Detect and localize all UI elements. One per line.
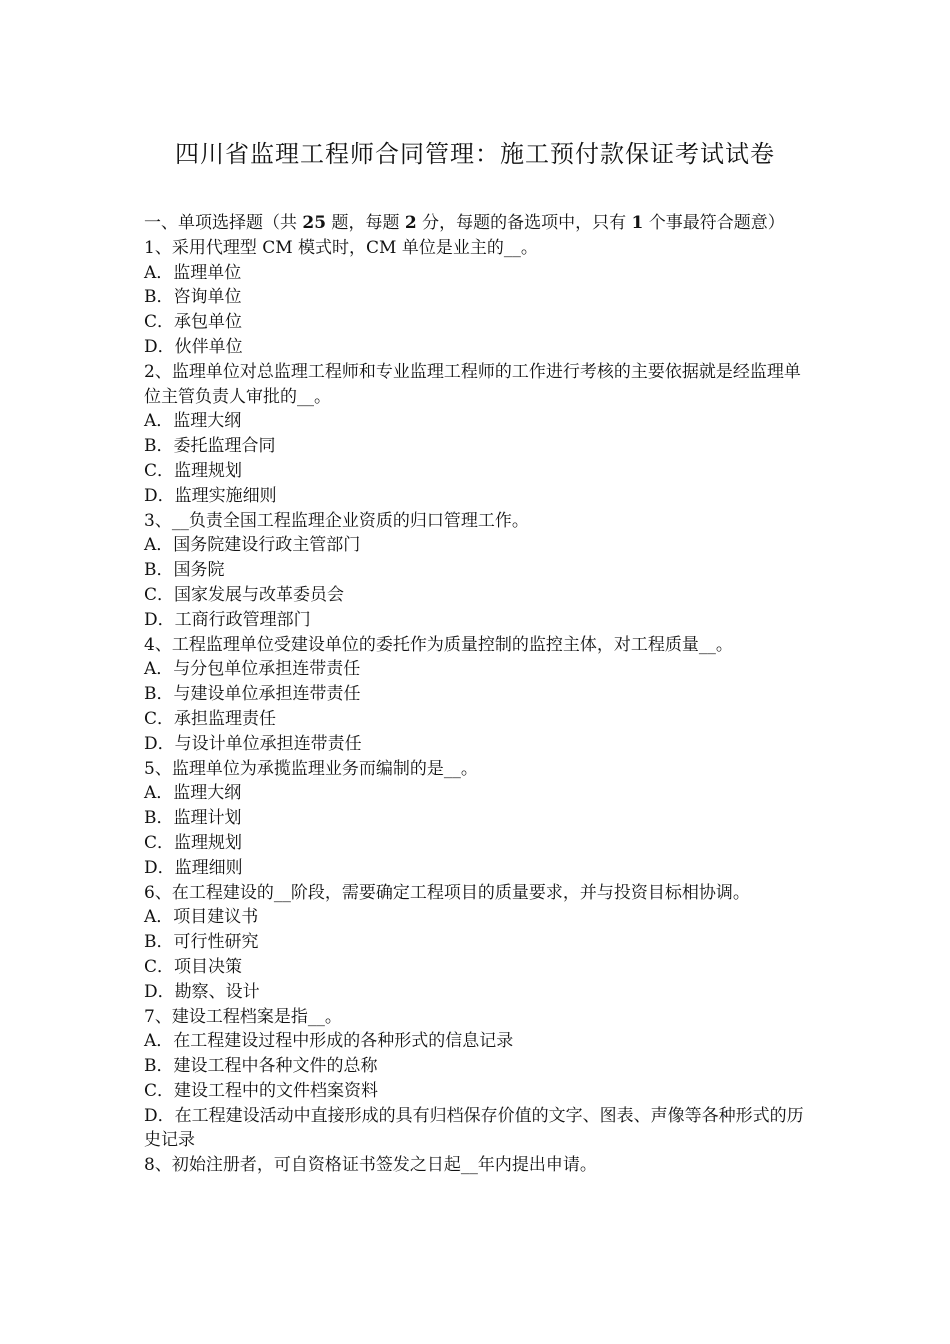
question-7-option-b: B．建设工程中各种文件的总称	[144, 1056, 378, 1077]
question-3-option-d: D．工商行政管理部门	[144, 609, 311, 630]
document-title: 四川省监理工程师合同管理：施工预付款保证考试试卷	[175, 140, 775, 168]
question-count: 25	[302, 213, 327, 233]
question-7-stem: 7、建设工程档案是指__。	[144, 1006, 342, 1027]
question-4-option-d: D．与设计单位承担连带责任	[144, 733, 362, 754]
question-2-option-b: B．委托监理合同	[144, 436, 276, 457]
question-2-option-a: A．监理大纲	[144, 411, 242, 432]
question-5-stem: 5、监理单位为承揽监理业务而编制的是__。	[144, 758, 478, 779]
question-6-option-c: C．项目决策	[144, 956, 243, 977]
question-4-option-a: A．与分包单位承担连带责任	[144, 659, 361, 680]
question-6-option-b: B．可行性研究	[144, 932, 259, 953]
question-1-option-d: D．伙伴单位	[144, 336, 243, 357]
question-2-option-c: C．监理规划	[144, 460, 243, 481]
question-5-option-c: C．监理规划	[144, 832, 243, 853]
question-3-stem: 3、__负责全国工程监理企业资质的归口管理工作。	[144, 510, 529, 531]
question-4-option-c: C．承担监理责任	[144, 708, 277, 729]
question-1-option-c: C．承包单位	[144, 312, 243, 333]
question-3-option-c: C．国家发展与改革委员会	[144, 584, 345, 605]
question-1-stem: 1、采用代理型 CM 模式时，CM 单位是业主的__。	[144, 237, 538, 258]
question-4-stem: 4、工程监理单位受建设单位的委托作为质量控制的监控主体，对工程质量__。	[144, 634, 733, 655]
section-suffix: 个事最符合题意）	[643, 213, 785, 233]
question-6-option-a: A．项目建议书	[144, 907, 259, 928]
document-body	[144, 211, 808, 1178]
question-score: 2	[404, 213, 417, 233]
question-7-option-a: A．在工程建设过程中形成的各种形式的信息记录	[144, 1031, 514, 1052]
question-3-option-b: B．国务院	[144, 560, 225, 581]
question-1-option-a: A．监理单位	[144, 262, 242, 283]
section-text-1: 题，每题	[326, 213, 405, 233]
question-8-stem: 8、初始注册者，可自资格证书签发之日起__年内提出申请。	[144, 1155, 597, 1176]
question-5-option-b: B．监理计划	[144, 808, 242, 829]
section-prefix: 一、单项选择题（共	[144, 213, 303, 233]
question-7-option-c: C．建设工程中的文件档案资料	[144, 1080, 379, 1101]
question-7-option-d: D．在工程建设活动中直接形成的具有归档保存价值的文字、图表、声像等各种形式的历史记录	[144, 1105, 804, 1151]
question-1-option-b: B．咨询单位	[144, 287, 242, 308]
answer-count: 1	[631, 213, 644, 233]
question-6-stem: 6、在工程建设的__阶段，需要确定工程项目的质量要求，并与投资目标相协调。	[144, 882, 750, 903]
question-5-option-d: D．监理细则	[144, 857, 243, 878]
question-3-option-a: A．国务院建设行政主管部门	[144, 535, 361, 556]
question-2-stem: 2、监理单位对总监理工程师和专业监理工程师的工作进行考核的主要依据就是经监理单位主管负责人审批的__。	[144, 361, 801, 407]
section-text-2: 分，每题的备选项中，只有	[416, 213, 632, 233]
question-6-option-d: D．勘察、设计	[144, 981, 260, 1002]
question-5-option-a: A．监理大纲	[144, 783, 242, 804]
question-2-option-d: D．监理实施细则	[144, 485, 277, 506]
section-heading	[144, 211, 808, 236]
question-4-option-b: B．与建设单位承担连带责任	[144, 684, 361, 705]
